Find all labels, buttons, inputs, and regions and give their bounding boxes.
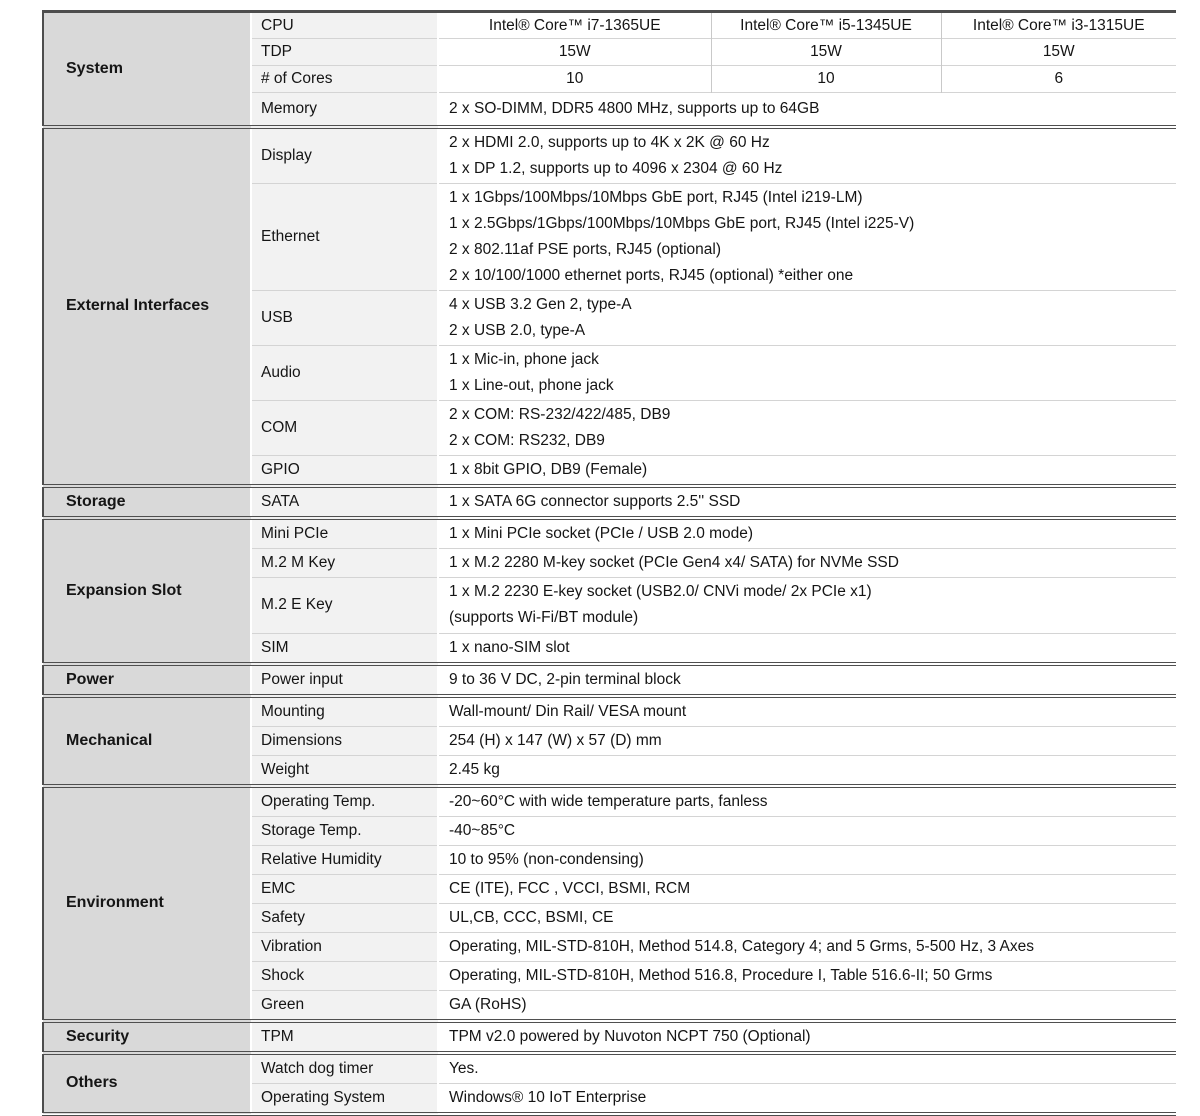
value-line: 2 x HDMI 2.0, supports up to 4K x 2K @ 60 Hz bbox=[449, 133, 770, 151]
category-cell-environment: Environment bbox=[43, 786, 251, 1021]
row-label-gpio: GPIO bbox=[251, 455, 438, 486]
value-cell-tdp-i7: 15W bbox=[438, 39, 711, 66]
value-line: 1 x Mic-in, phone jack bbox=[449, 350, 599, 368]
row-label-power-input: Power input bbox=[251, 664, 438, 696]
row-label-green: Green bbox=[251, 990, 438, 1021]
value-line: Wall-mount/ Din Rail/ VESA mount bbox=[449, 702, 687, 720]
value-line: 10 to 95% (non-condensing) bbox=[449, 850, 644, 868]
value-line: 2.45 kg bbox=[449, 760, 500, 778]
value-cell-gpio bbox=[438, 455, 1176, 486]
value-cell-tdp-i5: 15W bbox=[711, 39, 941, 66]
value-cell-cores-i3: 6 bbox=[941, 66, 1176, 93]
value-cell-safety bbox=[438, 903, 1176, 932]
category-cell-expansion-slot: Expansion Slot bbox=[43, 518, 251, 664]
value-cell-ethernet bbox=[438, 183, 1176, 290]
value-cell-vibration bbox=[438, 932, 1176, 961]
value-cell-memory bbox=[438, 93, 1176, 127]
row-label-memory: Memory bbox=[251, 93, 438, 127]
row-label-relative-humidity: Relative Humidity bbox=[251, 845, 438, 874]
value-cell-m2-e-key bbox=[438, 577, 1176, 633]
row-label-m2-m-key: M.2 M Key bbox=[251, 548, 438, 577]
value-cell-m2-m-key bbox=[438, 548, 1176, 577]
row-label-tpm: TPM bbox=[251, 1021, 438, 1053]
row-label-vibration: Vibration bbox=[251, 932, 438, 961]
value-line: 1 x 1Gbps/100Mbps/10Mbps GbE port, RJ45 (Intel i219-LM) bbox=[449, 188, 863, 206]
value-line: 1 x Line-out, phone jack bbox=[449, 376, 614, 394]
row-label-cpu: CPU bbox=[251, 12, 438, 39]
value-cell-watchdog bbox=[438, 1053, 1176, 1084]
value-line: 2 x 802.11af PSE ports, RJ45 (optional) bbox=[449, 240, 721, 258]
value-cell-operating-temp bbox=[438, 786, 1176, 817]
row-label-usb: USB bbox=[251, 290, 438, 345]
value-cell-storage-temp bbox=[438, 816, 1176, 845]
row-label-operating-system: Operating System bbox=[251, 1083, 438, 1114]
row-label-m2-e-key: M.2 E Key bbox=[251, 577, 438, 633]
category-cell-others: Others bbox=[43, 1053, 251, 1114]
row-label-storage-temp: Storage Temp. bbox=[251, 816, 438, 845]
row-label-operating-temp: Operating Temp. bbox=[251, 786, 438, 817]
value-line: 1 x SATA 6G connector supports 2.5'' SSD bbox=[449, 492, 741, 510]
value-line: -40~85°C bbox=[449, 821, 516, 839]
row-label-emc: EMC bbox=[251, 874, 438, 903]
row-label-dimensions: Dimensions bbox=[251, 726, 438, 755]
value-line: 9 to 36 V DC, 2-pin terminal block bbox=[449, 670, 681, 688]
value-cell-tpm bbox=[438, 1021, 1176, 1053]
row-label-shock: Shock bbox=[251, 961, 438, 990]
category-cell-mechanical: Mechanical bbox=[43, 696, 251, 786]
value-cell-dimensions bbox=[438, 726, 1176, 755]
value-line: UL,CB, CCC, BSMI, CE bbox=[449, 908, 614, 926]
row-label-weight: Weight bbox=[251, 755, 438, 786]
row-label-ethernet: Ethernet bbox=[251, 183, 438, 290]
value-cell-cpu-i3: Intel® Core™ i3-1315UE bbox=[941, 12, 1176, 39]
value-line: Operating, MIL-STD-810H, Method 516.8, Procedure I, Table 516.6-II; 50 Grms bbox=[449, 966, 993, 984]
value-line: 4 x USB 3.2 Gen 2, type-A bbox=[449, 295, 632, 313]
value-cell-sata bbox=[438, 486, 1176, 518]
value-cell-green bbox=[438, 990, 1176, 1021]
value-line: 2 x COM: RS-232/422/485, DB9 bbox=[449, 405, 671, 423]
value-cell-mini-pcie bbox=[438, 518, 1176, 549]
value-line: 1 x 2.5Gbps/1Gbps/100Mbps/10Mbps GbE port, RJ45 (Intel i225-V) bbox=[449, 214, 915, 232]
row-label-display: Display bbox=[251, 127, 438, 184]
row-label-com: COM bbox=[251, 400, 438, 455]
row-label-sim: SIM bbox=[251, 633, 438, 664]
value-line: 2 x COM: RS232, DB9 bbox=[449, 431, 605, 449]
row-label-sata: SATA bbox=[251, 486, 438, 518]
value-line: TPM v2.0 powered by Nuvoton NCPT 750 (Optional) bbox=[449, 1027, 811, 1045]
value-line: Windows® 10 IoT Enterprise bbox=[449, 1088, 647, 1106]
value-line: CE (ITE), FCC , VCCI, BSMI, RCM bbox=[449, 879, 691, 897]
value-line: 254 (H) x 147 (W) x 57 (D) mm bbox=[449, 731, 662, 749]
value-line: (supports Wi-Fi/BT module) bbox=[449, 609, 639, 626]
row-label-tdp: TDP bbox=[251, 39, 438, 66]
spec-table bbox=[42, 10, 1176, 1116]
value-line: 2 x 10/100/1000 ethernet ports, RJ45 (optional) *either one bbox=[449, 266, 854, 284]
value-line: Operating, MIL-STD-810H, Method 514.8, Category 4; and 5 Grms, 5-500 Hz, 3 Axes bbox=[449, 937, 1034, 955]
value-cell-shock bbox=[438, 961, 1176, 990]
value-cell-cores-i7: 10 bbox=[438, 66, 711, 93]
value-cell-mounting bbox=[438, 696, 1176, 727]
value-line: 1 x nano-SIM slot bbox=[449, 638, 570, 656]
row-label-mini-pcie: Mini PCIe bbox=[251, 518, 438, 549]
value-line: 1 x M.2 2280 M-key socket (PCIe Gen4 x4/ SATA) for NVMe SSD bbox=[449, 553, 899, 571]
category-cell-system: System bbox=[43, 12, 251, 127]
value-cell-audio bbox=[438, 345, 1176, 400]
value-cell-cpu-i5: Intel® Core™ i5-1345UE bbox=[711, 12, 941, 39]
value-line: 2 x SO-DIMM, DDR5 4800 MHz, supports up to 64GB bbox=[449, 99, 820, 117]
category-cell-external-interfaces: External Interfaces bbox=[43, 127, 251, 486]
value-cell-operating-system bbox=[438, 1083, 1176, 1114]
value-cell-relative-humidity bbox=[438, 845, 1176, 874]
value-line: -20~60°C with wide temperature parts, fanless bbox=[449, 792, 768, 810]
value-cell-com bbox=[438, 400, 1176, 455]
value-line: GA (RoHS) bbox=[449, 995, 527, 1013]
value-line: 1 x Mini PCIe socket (PCIe / USB 2.0 mode) bbox=[449, 524, 754, 542]
value-line: 1 x 8bit GPIO, DB9 (Female) bbox=[449, 460, 648, 478]
value-cell-display bbox=[438, 127, 1176, 184]
row-label-safety: Safety bbox=[251, 903, 438, 932]
value-cell-emc bbox=[438, 874, 1176, 903]
value-line: Yes. bbox=[449, 1059, 479, 1077]
value-cell-cores-i5: 10 bbox=[711, 66, 941, 93]
value-cell-tdp-i3: 15W bbox=[941, 39, 1176, 66]
value-cell-sim bbox=[438, 633, 1176, 664]
value-line: 2 x USB 2.0, type-A bbox=[449, 321, 586, 339]
value-line: 1 x DP 1.2, supports up to 4096 x 2304 @ 60 Hz bbox=[449, 159, 783, 177]
value-line: 1 x M.2 2230 E-key socket (USB2.0/ CNVi mode/ 2x PCIe x1) bbox=[449, 583, 872, 600]
value-cell-weight bbox=[438, 755, 1176, 786]
category-cell-storage: Storage bbox=[43, 486, 251, 518]
value-cell-cpu-i7: Intel® Core™ i7-1365UE bbox=[438, 12, 711, 39]
category-cell-power: Power bbox=[43, 664, 251, 696]
value-cell-usb bbox=[438, 290, 1176, 345]
row-label-audio: Audio bbox=[251, 345, 438, 400]
category-cell-security: Security bbox=[43, 1021, 251, 1053]
row-label-cores: # of Cores bbox=[251, 66, 438, 93]
value-cell-power-input bbox=[438, 664, 1176, 696]
row-label-mounting: Mounting bbox=[251, 696, 438, 727]
row-label-watchdog: Watch dog timer bbox=[251, 1053, 438, 1084]
